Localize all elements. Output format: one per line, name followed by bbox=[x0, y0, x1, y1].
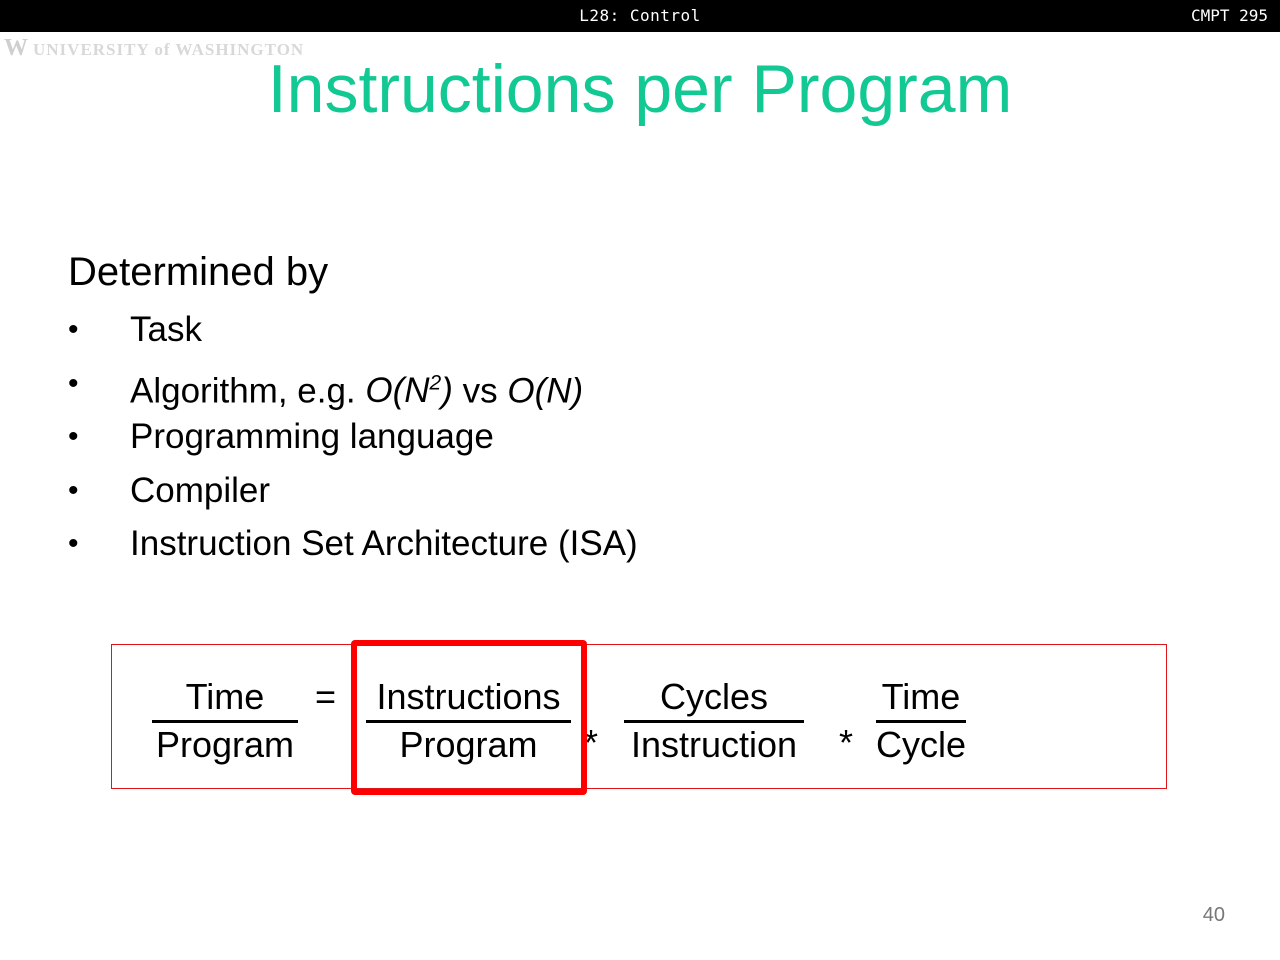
highlight-box bbox=[351, 640, 587, 795]
bullet-icon: • bbox=[68, 527, 79, 560]
term3-numerator: Time bbox=[876, 676, 966, 723]
term2-numerator: Cycles bbox=[624, 676, 804, 723]
term1-numerator: Instructions bbox=[366, 676, 571, 723]
lead-text: Determined by bbox=[68, 250, 329, 294]
term1-denominator: Program bbox=[399, 724, 538, 765]
bullet-text-mid: vs bbox=[452, 371, 508, 411]
equals-sign: = bbox=[315, 676, 337, 717]
bullet-text-prefix: Algorithm, e.g. bbox=[130, 371, 366, 411]
list-item bbox=[68, 414, 638, 468]
uw-w-icon: W bbox=[4, 35, 29, 61]
time-per-cycle-fraction bbox=[876, 676, 966, 767]
math-text: O(N bbox=[365, 371, 430, 411]
list-item bbox=[68, 521, 638, 575]
bullet-text: Instruction Set Architecture (ISA) bbox=[130, 524, 638, 563]
bullet-icon: • bbox=[68, 420, 79, 453]
course-code: CMPT 295 bbox=[1190, 6, 1268, 25]
term2-denominator: Instruction bbox=[630, 724, 798, 765]
header-bar bbox=[0, 0, 1280, 32]
bullet-icon: • bbox=[68, 366, 79, 400]
page-number: 40 bbox=[1202, 904, 1225, 926]
slide-title: Instructions per Program bbox=[267, 51, 1013, 127]
lhs-fraction bbox=[152, 676, 298, 767]
lecture-title: L28: Control bbox=[579, 6, 701, 25]
exponent: 2 bbox=[429, 371, 442, 395]
bullet-icon: • bbox=[68, 313, 79, 346]
bullet-text: Programming language bbox=[130, 417, 494, 456]
list-item bbox=[68, 468, 638, 522]
big-o-linear: O(N) bbox=[507, 371, 584, 411]
bullet-text: Compiler bbox=[130, 470, 271, 510]
lhs-numerator: Time bbox=[152, 676, 298, 723]
math-text-end: ) bbox=[441, 371, 453, 411]
term3-denominator: Cycle bbox=[876, 724, 967, 765]
bullet-list bbox=[68, 307, 638, 575]
big-o-quadratic bbox=[365, 371, 453, 410]
list-item bbox=[68, 307, 638, 361]
list-item bbox=[68, 361, 638, 415]
bullet-text: Task bbox=[130, 310, 202, 349]
cycles-per-instruction-fraction bbox=[624, 676, 804, 767]
bullet-icon: • bbox=[68, 473, 79, 507]
lhs-denominator: Program bbox=[155, 724, 295, 765]
multiply-sign-1: * bbox=[584, 722, 599, 763]
multiply-sign-2: * bbox=[839, 722, 854, 763]
logo-text: UNIVERSITY of WASHINGTON bbox=[33, 40, 305, 59]
